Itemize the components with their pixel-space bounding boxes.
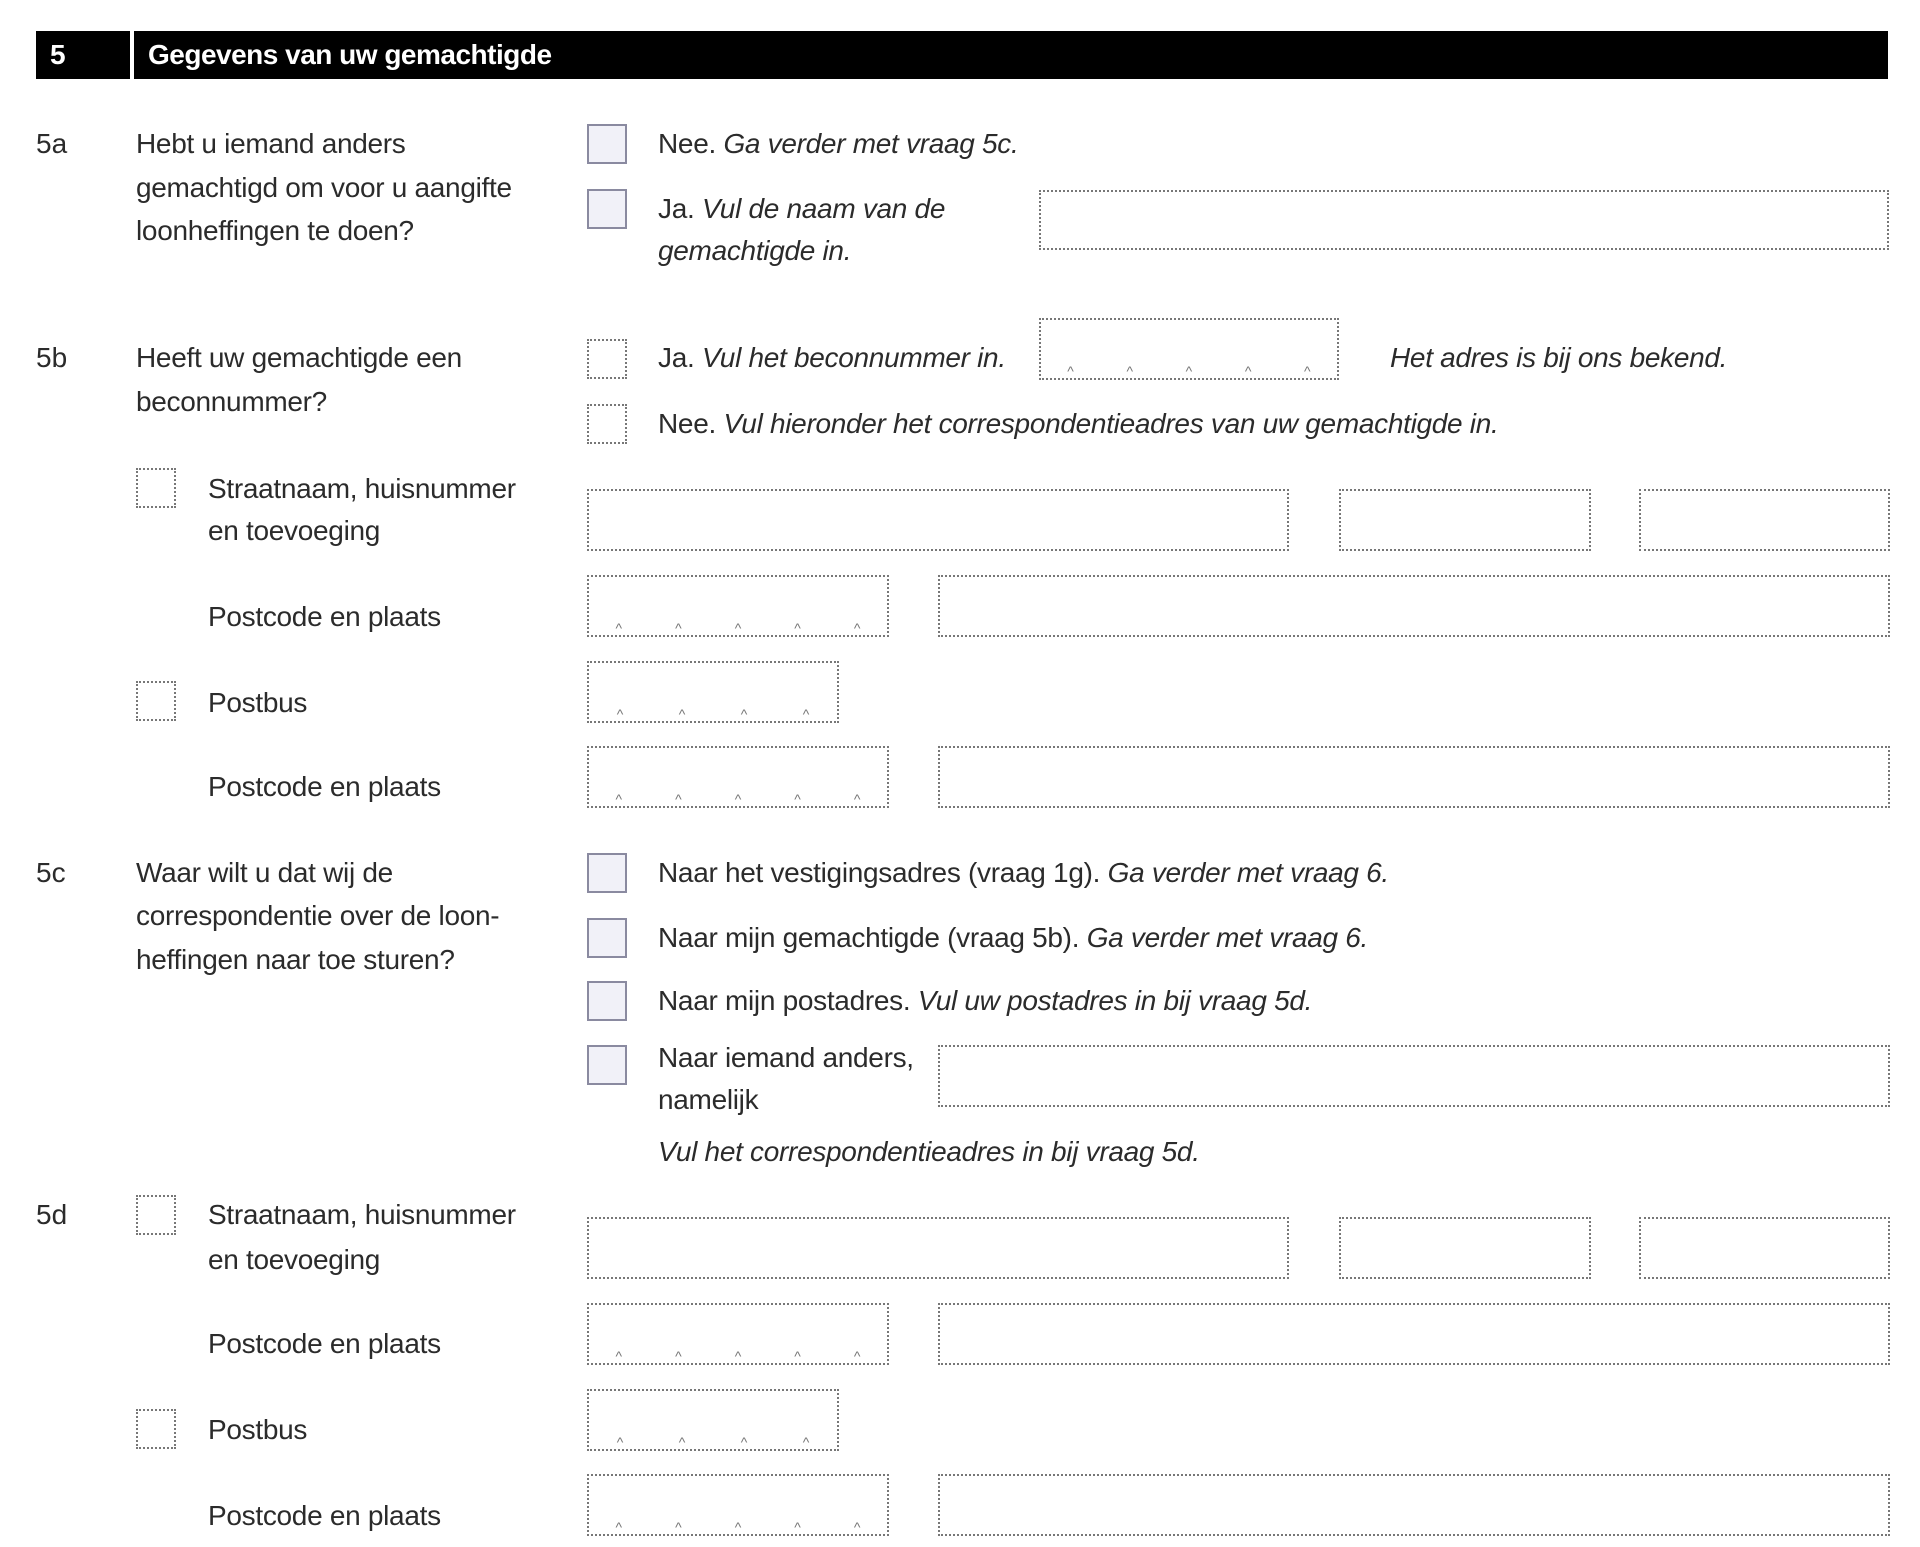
5d-postbus-label: Postbus	[208, 1414, 308, 1445]
5b-place-field-2[interactable]	[938, 746, 1890, 808]
5b-place-field-1[interactable]	[938, 575, 1890, 637]
question-5c-line-1: Waar wilt u dat wij de	[136, 857, 393, 888]
5c-option-1-instruction: Ga verder met vraag 6.	[1107, 857, 1389, 888]
5b-postbus-field[interactable]: ^ ^ ^ ^	[587, 661, 839, 723]
5c-option-1	[658, 852, 1389, 894]
section-header	[36, 31, 1888, 79]
question-5a-line-2: gemachtigd om voor u aangifte	[136, 172, 512, 203]
5d-housenumber-field[interactable]	[1339, 1217, 1591, 1279]
question-number-5a: 5a	[36, 128, 68, 159]
5d-postcode-label-2: Postcode en plaats	[208, 1500, 441, 1531]
5c-option-1-checkbox[interactable]	[587, 853, 627, 893]
5c-option-4-label-1: Naar iemand anders,	[658, 1042, 914, 1073]
5d-postbus-checkbox[interactable]	[136, 1409, 176, 1449]
5b-postbus-label: Postbus	[208, 687, 308, 718]
5b-housenumber-field[interactable]	[1339, 489, 1591, 551]
5a-ja-option	[658, 188, 945, 230]
header-divider	[130, 31, 134, 79]
5d-postcode-field-2[interactable]: ^ ^ ^ ^ ^	[587, 1474, 889, 1536]
question-5b-line-2: beconnummer?	[136, 386, 327, 417]
question-5a-line-3: loonheffingen te doen?	[136, 215, 414, 246]
5b-ja-option	[658, 337, 1006, 379]
5a-ja-checkbox[interactable]	[587, 189, 627, 229]
question-5c-line-2: correspondentie over de loon-	[136, 900, 500, 931]
5b-postcode-field-2[interactable]: ^ ^ ^ ^ ^	[587, 746, 889, 808]
5b-nee-option	[658, 403, 1498, 445]
5b-nee-checkbox[interactable]	[587, 404, 627, 444]
question-5c-line-3: heffingen naar toe sturen?	[136, 944, 455, 975]
5b-street-checkbox[interactable]	[136, 468, 176, 508]
5b-postbus-checkbox[interactable]	[136, 681, 176, 721]
question-number-5c: 5c	[36, 857, 66, 888]
5c-option-3-checkbox[interactable]	[587, 981, 627, 1021]
question-number-5b: 5b	[36, 342, 68, 373]
5c-option-3-instruction: Vul uw postadres in bij vraag 5d.	[917, 985, 1313, 1016]
question-number-5d: 5d	[36, 1199, 68, 1230]
5b-street-field[interactable]	[587, 489, 1289, 551]
5b-postcode-field-1[interactable]: ^ ^ ^ ^ ^	[587, 575, 889, 637]
5b-street-label-2: en toevoeging	[208, 515, 381, 546]
5c-option-4-label-2: namelijk	[658, 1084, 759, 1115]
5c-option-2-label: Naar mijn gemachtigde (vraag 5b).	[658, 922, 1080, 953]
5b-addition-field[interactable]	[1639, 489, 1890, 551]
5d-street-label-2: en toevoeging	[208, 1244, 381, 1275]
5c-option-3	[658, 980, 1312, 1022]
5b-ja-instruction: Vul het beconnummer in.	[701, 342, 1006, 373]
section-title: Gegevens van uw gemachtigde	[148, 39, 552, 70]
5c-option-2-instruction: Ga verder met vraag 6.	[1086, 922, 1368, 953]
5b-ja-checkbox[interactable]	[587, 339, 627, 379]
5b-postcode-label-2: Postcode en plaats	[208, 771, 441, 802]
5b-address-known-note: Het adres is bij ons bekend.	[1390, 342, 1728, 373]
5a-ja-instruction-1: Vul de naam van de	[701, 193, 946, 224]
5c-option-3-label: Naar mijn postadres.	[658, 985, 911, 1016]
5d-postcode-label-1: Postcode en plaats	[208, 1328, 441, 1359]
5a-nee-label: Nee.	[658, 128, 716, 159]
beconnummer-field[interactable]: ^ ^ ^ ^ ^	[1039, 318, 1339, 380]
5d-postbus-field[interactable]: ^ ^ ^ ^	[587, 1389, 839, 1451]
5b-ja-label: Ja.	[658, 342, 695, 373]
5b-nee-instruction: Vul hieronder het correspondentieadres van uw gemachtigde in.	[723, 408, 1499, 439]
section-number: 5	[50, 39, 66, 70]
5a-gemachtigde-name-field[interactable]	[1039, 190, 1889, 250]
5c-option-2-checkbox[interactable]	[587, 918, 627, 958]
5a-nee-instruction: Ga verder met vraag 5c.	[723, 128, 1019, 159]
5d-place-field-1[interactable]	[938, 1303, 1890, 1365]
5c-other-name-field[interactable]	[938, 1045, 1890, 1107]
question-5a-line-1: Hebt u iemand anders	[136, 128, 406, 159]
question-5b-line-1: Heeft uw gemachtigde een	[136, 342, 462, 373]
5c-option-4-instruction: Vul het correspondentieadres in bij vraag 5d.	[658, 1136, 1200, 1167]
5c-option-2	[658, 917, 1368, 959]
5c-option-4-checkbox[interactable]	[587, 1045, 627, 1085]
5d-place-field-2[interactable]	[938, 1474, 1890, 1536]
5d-postcode-field-1[interactable]: ^ ^ ^ ^ ^	[587, 1303, 889, 1365]
5d-street-field[interactable]	[587, 1217, 1289, 1279]
5a-nee-checkbox[interactable]	[587, 124, 627, 164]
5a-nee-option	[658, 123, 1018, 165]
5d-street-checkbox[interactable]	[136, 1195, 176, 1235]
5d-addition-field[interactable]	[1639, 1217, 1890, 1279]
5b-postcode-label-1: Postcode en plaats	[208, 601, 441, 632]
5c-option-1-label: Naar het vestigingsadres (vraag 1g).	[658, 857, 1101, 888]
5b-nee-label: Nee.	[658, 408, 716, 439]
5a-ja-label: Ja.	[658, 193, 695, 224]
5d-street-label-1: Straatnaam, huisnummer	[208, 1199, 516, 1230]
5b-street-label-1: Straatnaam, huisnummer	[208, 473, 516, 504]
5a-ja-instruction-2: gemachtigde in.	[658, 235, 852, 266]
